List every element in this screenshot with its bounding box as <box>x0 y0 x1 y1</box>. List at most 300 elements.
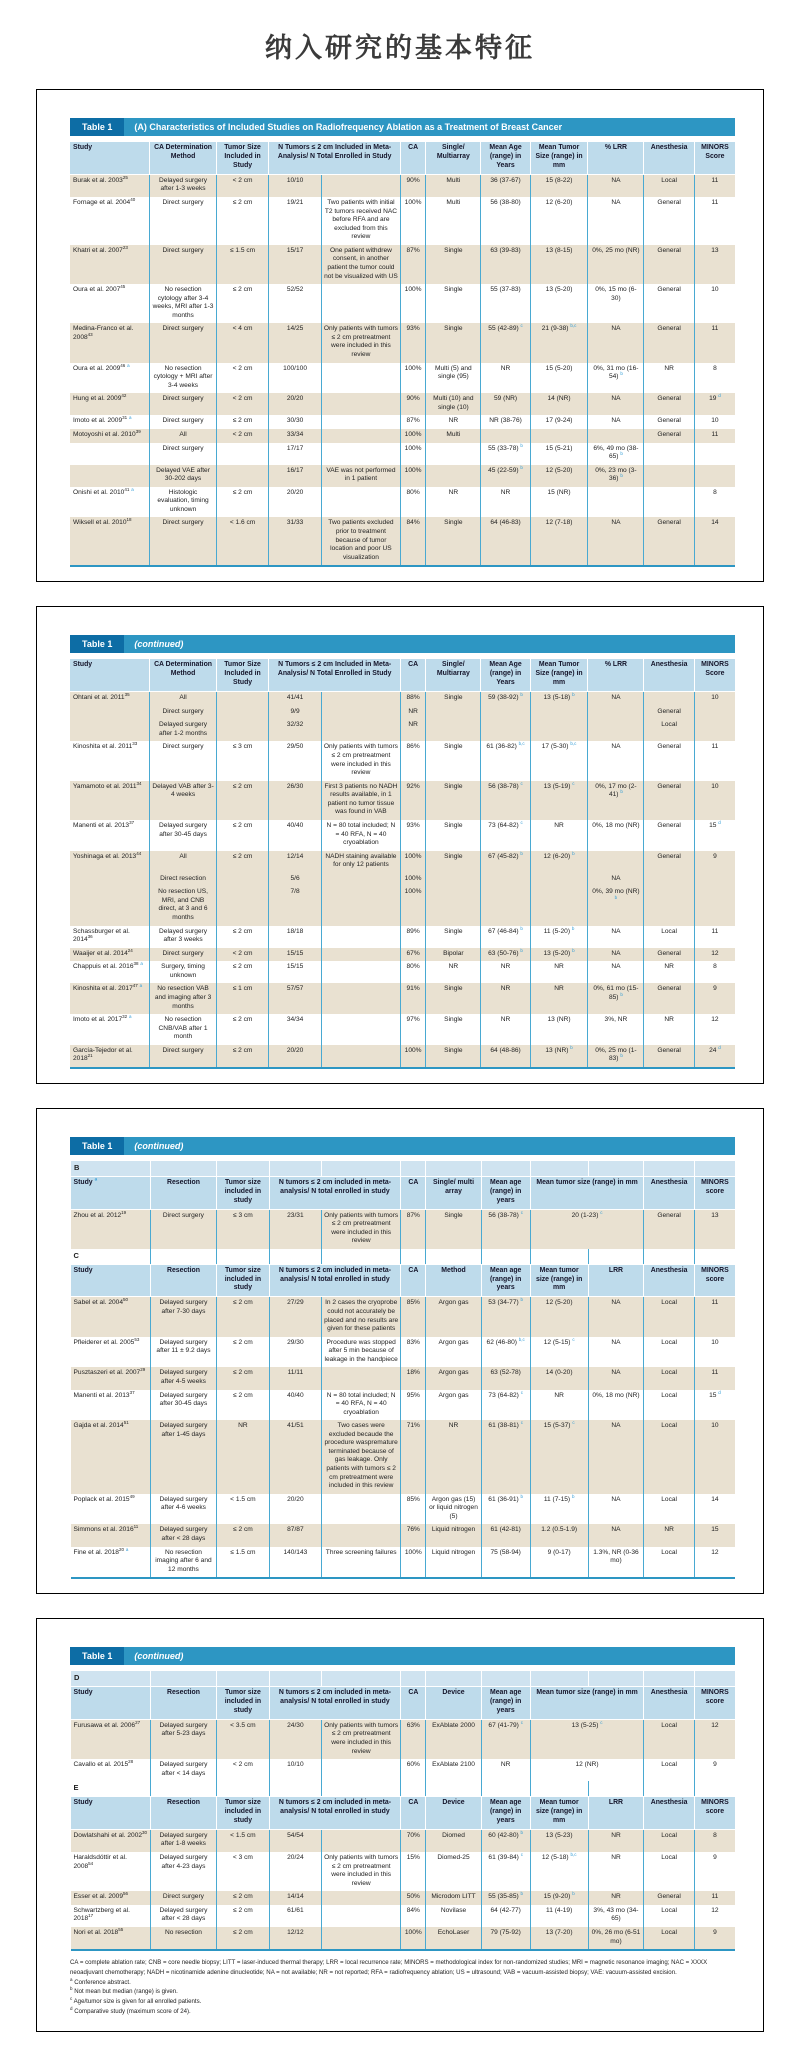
empty-cell <box>694 1161 735 1176</box>
table-cell: Delayed surgery after 1-3 weeks <box>150 174 217 197</box>
superscript: b,c <box>570 741 577 747</box>
table-cell: Delayed surgery after 30-45 days <box>150 820 217 851</box>
table-cell: 26/30 <box>269 781 322 820</box>
superscript: d <box>718 819 721 825</box>
table-cell: General <box>644 323 695 362</box>
table-cell: All <box>150 692 217 706</box>
table-cell: Local <box>644 1829 695 1852</box>
table-cell: 36 (37-67) <box>481 174 530 197</box>
footnote-line: $^a$ Conference abstract. <box>70 1976 131 1986</box>
table-cell: 12 (6-20) <box>530 197 588 245</box>
table-cell: NA <box>588 741 644 780</box>
table-cell: Direct surgery <box>150 517 217 566</box>
table-cell <box>216 873 269 887</box>
table-row <box>70 284 735 323</box>
column-header-cell: Study <box>71 1796 151 1829</box>
superscript: 37 <box>129 1389 135 1395</box>
table-cell: Single <box>426 692 481 706</box>
table-cell: 64 (42-77) <box>481 1905 530 1927</box>
table-cell: 88% <box>400 692 425 706</box>
table-cell: < 4 cm <box>216 323 269 362</box>
column-header-cell: Device <box>426 1796 481 1829</box>
table-cell: 11 <box>694 429 735 443</box>
table-cell: 14/14 <box>269 1891 321 1905</box>
superscript: a <box>128 415 132 421</box>
column-header-cell: Study <box>71 1264 151 1297</box>
table-cell: 12 <box>694 1547 735 1579</box>
table-cell: Delayed surgery after 4-6 weeks <box>150 1494 216 1525</box>
column-header-cell: Resection <box>150 1264 216 1297</box>
table-cell: Direct surgery <box>150 741 217 780</box>
table-cell: 13 (5-18) $^b$ <box>530 692 588 706</box>
table-cell: 87% <box>400 415 425 429</box>
study-cell: Gajda et al. 2014$^{51}$ <box>71 1420 151 1494</box>
table-row <box>71 1494 736 1525</box>
table-cell <box>216 886 269 925</box>
empty-cell <box>481 1249 530 1264</box>
table-row <box>70 197 735 245</box>
table-cell: 0%, 18 mo (NR) <box>588 1390 644 1421</box>
superscript: b <box>620 473 623 479</box>
table-cell: 1.3%, NR (0-36 mo) <box>588 1547 644 1579</box>
table-cell <box>426 873 481 887</box>
table-cell: 15/15 <box>269 961 322 983</box>
study-cell: Dowlatshahi et al. 2002$^{30}$ <box>71 1829 151 1852</box>
table-cell: Two patients excluded prior to treatment because of tumor location and poor US visualization <box>321 517 400 566</box>
table-row <box>71 1759 736 1781</box>
table-cell: 100/100 <box>269 363 322 394</box>
table-cell: 89% <box>400 926 425 948</box>
table-row <box>71 1367 736 1389</box>
study-cell: Medina-Franco et al. 2008$^{43}$ <box>70 323 150 362</box>
table-cell: NA <box>588 1337 644 1368</box>
table-cell: 55 (33-78) $^b$ <box>481 443 530 465</box>
table-cell: Delayed surgery after 3 weeks <box>150 926 217 948</box>
table-cell: 41/51 <box>269 1420 321 1494</box>
table-cell: 3%, 43 mo (34-65) <box>588 1905 644 1927</box>
table-cell: Local <box>644 1494 695 1525</box>
table-cell: Local <box>644 174 695 197</box>
table-cell: 67 (46-84) $^b$ <box>481 926 530 948</box>
table-cell: No resection CNB/VAB after 1 month <box>150 1014 217 1045</box>
table-cell: 79 (75-92) <box>481 1927 530 1950</box>
table-cell: Argon gas <box>426 1297 481 1337</box>
table-cell: NR <box>400 706 425 720</box>
table-cell: ≤ 2 cm <box>216 197 269 245</box>
table-cell: 100% <box>400 465 425 487</box>
table-cell: N = 80 total included; N = 40 RFA, N = 40 cryoablation <box>321 820 400 851</box>
table-cell: Only patients with tumors ≤ 2 cm pretreatment were included in this review <box>322 1852 401 1891</box>
table-cell: 23/31 <box>269 1209 321 1249</box>
table-cell: 15/17 <box>269 245 322 284</box>
column-header-cell: MINORS Score <box>694 659 735 691</box>
table-cell <box>694 465 735 487</box>
study-cell: Chappuis et al. 2016$^{38}$ $^a$ <box>73 961 143 971</box>
table-cell: ≤ 2 cm <box>217 1905 269 1927</box>
empty-cell <box>530 1781 588 1796</box>
table-cell: 12 (NR) <box>530 1759 644 1781</box>
table-cell: General <box>644 820 695 851</box>
empty-cell <box>322 1781 401 1796</box>
table-cell: 80% <box>400 961 425 983</box>
table-cell: ≤ 2 cm <box>217 1390 269 1421</box>
table-cell: 61/61 <box>269 1905 321 1927</box>
table-cell: 31/33 <box>269 517 322 566</box>
superscript: 56 <box>122 1891 128 1897</box>
column-header-cell: LRR <box>588 1264 644 1297</box>
table-cell: 18% <box>401 1367 426 1389</box>
superscript: 54 <box>88 1860 94 1866</box>
table-cell: NR <box>481 487 530 518</box>
superscript: 46 <box>120 362 126 368</box>
table-cell: 100% <box>400 197 425 245</box>
superscript: b <box>520 925 523 931</box>
table-cell <box>321 926 400 948</box>
empty-cell <box>217 1249 269 1264</box>
table-cell: 6%, 49 mo (38-65) $^b$ <box>588 443 644 465</box>
table-cell: 63% <box>401 1719 426 1759</box>
superscript: c <box>520 1209 523 1215</box>
table-cell: 55 (42-89) $^c$ <box>481 323 530 362</box>
table-cell <box>588 706 644 720</box>
footnote-marker: a <box>70 1976 73 1982</box>
table-cell: NR <box>426 1420 481 1494</box>
table-row <box>70 873 735 887</box>
table-cell: General <box>644 197 695 245</box>
table-row <box>70 443 735 465</box>
superscript: b,c <box>518 1336 525 1342</box>
column-header-cell: MINORS score <box>694 1176 735 1209</box>
superscript: 49 <box>129 1493 135 1499</box>
table-cell: No resection cytology + MRI after 3-4 weeks <box>150 363 217 394</box>
study-cell: Sabel et al. 2004$^{50}$ <box>71 1297 151 1337</box>
study-cell: Motoyoshi et al. 2010$^{39}$ <box>70 429 150 443</box>
table-cell: 100% <box>400 284 425 323</box>
table-row <box>70 741 735 780</box>
table-cell <box>481 429 530 443</box>
table-cell: NA <box>588 517 644 566</box>
superscript: b <box>520 1493 524 1499</box>
table-cell <box>321 429 400 443</box>
table-cell: 80% <box>400 487 425 518</box>
table-cell: General <box>644 781 695 820</box>
column-header-cell: Study $^a$ <box>71 1176 151 1209</box>
superscript: c <box>600 1209 603 1215</box>
table-cell <box>321 961 400 983</box>
table-row <box>70 1045 735 1068</box>
section-letter: D <box>71 1671 151 1686</box>
table-cell: Local <box>644 1420 695 1494</box>
table-caption: (continued) <box>134 1651 184 1662</box>
table-cell <box>588 487 644 518</box>
table-cell: 55 (37-83) <box>481 284 530 323</box>
table-cell: 41/41 <box>269 692 322 706</box>
table-cell: Only patients with tumors ≤ 2 cm pretreatment were included in this review <box>322 1719 401 1759</box>
empty-cell <box>322 1249 401 1264</box>
table-cell: 21 (9-38) $^{b,c}$ <box>530 323 588 362</box>
table-cell: NR <box>426 487 481 518</box>
table-cell: 34/34 <box>269 1014 322 1045</box>
column-header-cell: Tumor size included in study <box>217 1686 269 1719</box>
study-cell: Yamamoto et al. 2011$^{34}$ <box>70 781 150 820</box>
table-cell: 9 <box>694 1852 735 1891</box>
column-header-cell: Single/ Multiarray <box>426 142 481 174</box>
table-cell: 16/17 <box>269 465 322 487</box>
table-cell: 85% <box>401 1297 426 1337</box>
table-cell: General <box>644 517 695 566</box>
column-header-cell: Study <box>70 142 150 174</box>
table-cell: 11 <box>694 926 735 948</box>
table-cell: EchoLaser <box>426 1927 481 1950</box>
table-label: Table 1 <box>70 1647 124 1665</box>
table-cell: Delayed surgery after 11 ± 9.2 days <box>150 1337 216 1368</box>
table-row <box>71 1524 736 1546</box>
data-table <box>70 1161 735 1579</box>
table-row <box>71 1297 736 1337</box>
table-cell <box>644 487 695 518</box>
table-cell: ExAblate 2100 <box>426 1759 481 1781</box>
table-cell: Direct surgery <box>150 948 217 962</box>
empty-cell <box>588 1161 644 1176</box>
table-cell: 67 (41-79) $^c$ <box>481 1719 530 1759</box>
table-cell: ≤ 2 cm <box>216 415 269 429</box>
table-cell: 30/30 <box>269 415 322 429</box>
study-cell: Wiksell et al. 2010$^{18}$ <box>70 517 150 566</box>
table-row <box>70 820 735 851</box>
column-header-cell: MINORS score <box>694 1264 735 1297</box>
table-cell: 8 <box>694 363 735 394</box>
table-cell: NR <box>481 1014 530 1045</box>
table-cell: ≤ 3 cm <box>216 741 269 780</box>
column-header-cell: Tumor size included in study <box>217 1176 269 1209</box>
superscript: 35 <box>124 692 130 697</box>
table-cell <box>426 465 481 487</box>
table-cell <box>321 1045 400 1068</box>
table-cell: Single <box>426 983 481 1014</box>
superscript: b <box>620 789 623 795</box>
table-cell: 15 (9-20) $^b$ <box>530 1891 588 1905</box>
superscript: c <box>520 323 523 329</box>
table-cell: 11 <box>694 197 735 245</box>
section-letter: E <box>71 1781 151 1796</box>
superscript: 55 <box>118 1926 124 1932</box>
table-cell: 13 (7-20) <box>530 1927 588 1950</box>
empty-cell <box>588 1781 644 1796</box>
table-cell <box>216 692 269 706</box>
table-cell: 13 (NR) $^b$ <box>530 1045 588 1068</box>
table-cell: 10 <box>694 1337 735 1368</box>
column-header-cell: Anesthesia <box>644 659 695 691</box>
empty-cell <box>322 1671 401 1686</box>
table-cell: 73 (64-82) $^c$ <box>481 1390 530 1421</box>
table-cell: Multi (10) and single (10) <box>426 393 481 415</box>
table-cell: 11 (4-19) <box>530 1905 588 1927</box>
table-cell: Local <box>644 1297 695 1337</box>
table-cell: General <box>644 415 695 429</box>
table-cell: Single <box>426 851 481 873</box>
table-cell: 17 (5-30) $^{b,c}$ <box>530 741 588 780</box>
table-cell: ExAblate 2000 <box>426 1719 481 1759</box>
table-cell: Single <box>426 1045 481 1068</box>
table-cell: General <box>644 741 695 780</box>
superscript: 19 <box>121 1209 127 1215</box>
superscript: 27 <box>135 1719 141 1725</box>
table-cell: 9/9 <box>269 706 322 720</box>
table-cell <box>644 692 695 706</box>
table-cell <box>426 443 481 465</box>
table-row <box>71 1719 736 1759</box>
table-cell: Liquid nitrogen <box>426 1547 481 1579</box>
table-cell: Multi <box>426 429 481 443</box>
table-cell <box>321 487 400 518</box>
table-cell: 13 (5-25) $^c$ <box>530 1719 644 1759</box>
table-cell: Argon gas <box>426 1337 481 1368</box>
table-cell: 87% <box>401 1209 426 1249</box>
table-cell: Local <box>644 1905 695 1927</box>
superscript: c <box>520 1719 523 1725</box>
table-cell: Local <box>644 1367 695 1389</box>
table-cell <box>322 1494 401 1525</box>
table-cell <box>322 1367 401 1389</box>
table-cell: NR <box>530 983 588 1014</box>
column-header-cell: Tumor Size Included in Study <box>216 142 269 174</box>
superscript: b <box>520 1891 524 1897</box>
column-header-cell: Tumor size included in study <box>217 1796 269 1829</box>
column-header-row <box>71 1264 736 1297</box>
table-cell: Delayed VAE after 30-202 days <box>150 465 217 487</box>
study-cell: Hung et al. 2009$^{42}$ <box>70 393 150 415</box>
table-cell <box>216 443 269 465</box>
column-header-cell: Tumor size included in study <box>217 1264 269 1297</box>
table-cell: 9 <box>694 851 735 873</box>
table-title-bar <box>70 118 735 136</box>
table-cell: 9 <box>694 983 735 1014</box>
superscript: c <box>520 1420 523 1425</box>
footnote-line: CA = complete ablation rate; CNB = core needle biopsy; LITT = laser-induced thermal therapy; LRR = local recurrence rate; MINORS = methodological index for non-randomized studies; MRI = magnetic resonance imaging; NAC = XXXX neoadjuvant chemotherapy; NADH = nicotinamide adenine dinucleotide; NA = not available; NR = not reported; RFA = radiofrequency ablation; US = ultrasound; VAB = vacuum-assisted biopsy; VAE: vacuum-assisted excision. <box>70 1959 708 1976</box>
table-cell: NR <box>588 1829 644 1852</box>
table-cell <box>321 706 400 720</box>
superscript: 40 <box>130 196 136 202</box>
table-cell: 0%, 15 mo (6-30) <box>588 284 644 323</box>
column-header-cell: MINORS score <box>694 1796 735 1829</box>
table-cell: Direct surgery <box>150 443 217 465</box>
table-row <box>71 1420 736 1494</box>
table-cell: Argon gas <box>426 1367 481 1389</box>
footnote-marker: c <box>70 1996 73 2002</box>
table-cell: NR <box>644 1014 695 1045</box>
superscript: b,c <box>570 323 577 329</box>
table-block <box>36 606 764 1084</box>
column-header-cell: % LRR <box>588 142 644 174</box>
table-cell: 10 <box>694 781 735 820</box>
table-cell: 67 (45-82) $^b$ <box>481 851 530 873</box>
empty-cell <box>269 1249 321 1264</box>
empty-cell <box>530 1161 588 1176</box>
table-cell: 87/87 <box>269 1524 321 1546</box>
column-header-cell: Mean age (range) in years <box>481 1264 530 1297</box>
table-cell: Single <box>426 1209 481 1249</box>
study-cell: Cavallo et al. 2015$^{28}$ <box>73 1758 134 1769</box>
table-cell: 12 (5-20) <box>530 465 588 487</box>
table-row <box>70 363 735 394</box>
table-cell: 0%, 39 mo (NR) $^b$ <box>588 886 644 925</box>
table-cell: 85% <box>401 1494 426 1525</box>
study-cell <box>70 886 150 925</box>
study-cell: Kinoshita et al. 2017$^{47}$ $^a$ <box>70 983 150 1014</box>
table-cell: Three screening failures <box>322 1547 401 1579</box>
table-cell <box>588 719 644 741</box>
superscript: 18 <box>126 517 132 523</box>
superscript: 53 <box>134 1336 140 1342</box>
table-cell: < 2 cm <box>216 393 269 415</box>
table-cell: NR <box>644 363 695 394</box>
column-header-cell: Mean tumor size (range) in mm <box>530 1796 588 1829</box>
table-cell: NR <box>530 820 588 851</box>
table-cell: 12 (6-20) $^b$ <box>530 851 588 873</box>
empty-cell <box>694 1249 735 1264</box>
table-cell: < 2 cm <box>216 363 269 394</box>
table-cell: 13 <box>694 1209 735 1249</box>
table-cell: NR <box>481 961 530 983</box>
table-row <box>70 692 735 706</box>
table-cell <box>530 886 588 925</box>
superscript: c <box>520 1389 523 1395</box>
table-row <box>71 1547 736 1579</box>
table-cell <box>321 284 400 323</box>
table-row <box>70 465 735 487</box>
table-cell <box>530 719 588 741</box>
table-cell <box>321 719 400 741</box>
study-cell <box>70 719 150 741</box>
table-cell: 100% <box>401 1547 426 1579</box>
table-cell: NR <box>644 961 695 983</box>
table-cell: NA <box>588 197 644 245</box>
table-cell: Local <box>644 1390 695 1421</box>
empty-cell <box>269 1161 321 1176</box>
table-cell <box>321 415 400 429</box>
table-cell <box>694 706 735 720</box>
table-cell: 0%, 18 mo (NR) <box>588 820 644 851</box>
table-cell <box>588 429 644 443</box>
table-cell: NA <box>588 926 644 948</box>
table-cell: 53 (34-77) $^b$ <box>481 1297 530 1337</box>
table-cell: 11 <box>694 1891 735 1905</box>
empty-cell <box>644 1249 695 1264</box>
table-cell: NA <box>588 948 644 962</box>
superscript: 24 <box>127 947 133 953</box>
column-header-cell: Method <box>426 1264 481 1297</box>
table-cell: 13 (5-20) $^b$ <box>530 948 588 962</box>
study-cell: Oura et al. 2007$^{45}$ <box>73 283 126 294</box>
column-header-cell: Anesthesia <box>644 1176 695 1209</box>
study-cell <box>70 706 150 720</box>
table-row <box>70 719 735 741</box>
table-cell: 11 <box>694 741 735 780</box>
table-row <box>70 174 735 197</box>
table-cell: ≤ 2 cm <box>217 1927 269 1950</box>
empty-cell <box>401 1671 426 1686</box>
table-cell: Argon gas <box>426 1390 481 1421</box>
superscript: 43 <box>87 331 93 337</box>
superscript: c <box>520 780 523 786</box>
table-cell: N = 80 total included; N = 40 RFA, N = 40 cryoablation <box>322 1390 401 1421</box>
superscript: b <box>520 850 523 856</box>
column-header-cell: Mean Age (range) in Years <box>481 142 530 174</box>
column-header-cell: MINORS Score <box>694 142 735 174</box>
table-row <box>70 983 735 1014</box>
table-cell: ≤ 2 cm <box>216 851 269 873</box>
empty-cell <box>588 1249 644 1264</box>
